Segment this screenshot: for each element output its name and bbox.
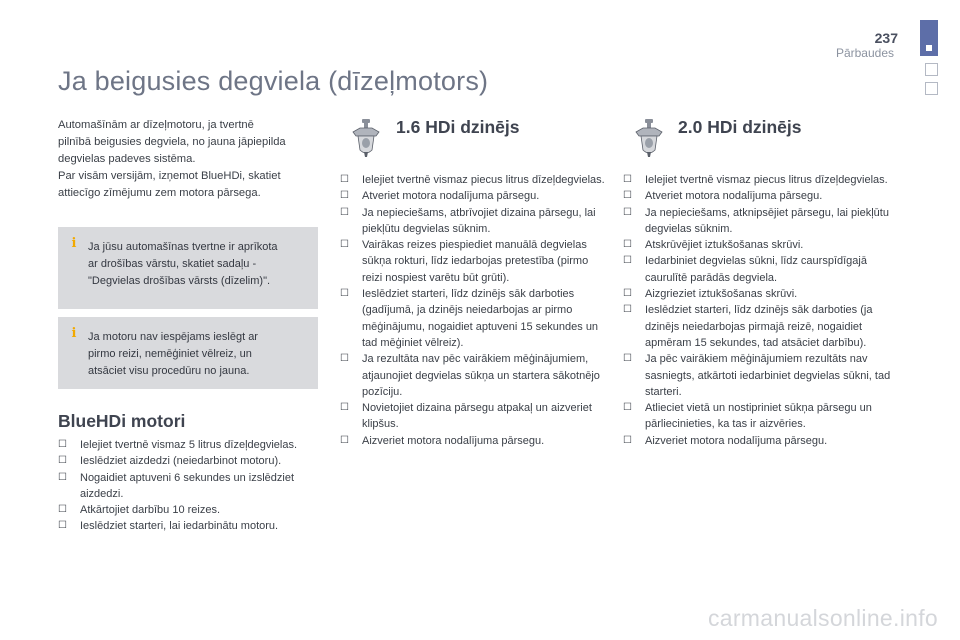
note-line: ar drošības vārstu, skatiet sadaļu -: [88, 258, 257, 270]
step-text: Ieslēdziet starteri, lai iedarbinātu motoru.: [80, 520, 279, 533]
checkbox-bullet-icon: ☐: [340, 174, 349, 185]
engine-20-heading: 2.0 HDi dzinējs: [678, 117, 802, 137]
step-item: [340, 433, 608, 449]
step-text: Atkārtojiet darbību 10 reizes.: [80, 504, 221, 517]
checkbox-bullet-icon: ☐: [58, 504, 67, 516]
page-number: 237: [874, 30, 898, 46]
step-text: Ieslēdziet aizdedzi (neiedarbinot motoru).: [80, 455, 282, 468]
checkbox-bullet-icon: ☐: [340, 434, 349, 446]
section-label: Pārbaudes: [835, 46, 894, 60]
note-line: pirmo reizi, nemēģiniet vēlreiz, un: [88, 348, 252, 360]
fuel-pump-engine-icon: [349, 118, 383, 158]
section-tab[interactable]: [925, 82, 938, 95]
step-item: [58, 518, 318, 534]
step-item: [623, 237, 891, 253]
checkbox-bullet-icon: ☐: [623, 174, 632, 185]
section-tab[interactable]: [925, 63, 938, 76]
checkbox-bullet-icon: ☐: [623, 239, 632, 251]
checkbox-bullet-icon: ☐: [623, 255, 632, 267]
checkbox-bullet-icon: ☐: [623, 434, 632, 446]
step-item: [623, 172, 891, 188]
step-item: [623, 302, 891, 351]
checkbox-bullet-icon: ☐: [340, 206, 349, 218]
step-text: Atskrūvējiet iztukšošanas skrūvi.: [645, 239, 804, 252]
intro-paragraph: [58, 117, 318, 202]
step-text: Aizveriet motora nodalījuma pārsegu.: [362, 434, 545, 447]
note-line: Ja jūsu automašīnas tvertne ir aprīkota: [88, 241, 278, 253]
checkbox-bullet-icon: ☐: [340, 353, 349, 365]
checkbox-bullet-icon: ☐: [340, 288, 349, 300]
checkbox-bullet-icon: ☐: [340, 190, 349, 202]
step-item: [340, 351, 608, 400]
checkbox-bullet-icon: ☐: [623, 353, 632, 365]
engine-16-heading: 1.6 HDi dzinējs: [396, 117, 520, 137]
step-text: Nogaidiet aptuveni 6 sekundes un izslēdziet aizdedzi.: [80, 471, 295, 500]
step-item: [340, 172, 608, 188]
step-text: Ja nepieciešams, atbrīvojiet dizaina pārsegu, lai piekļūtu degvielas sūknim.: [362, 206, 596, 235]
step-item: [623, 286, 891, 302]
checkbox-bullet-icon: ☐: [623, 402, 632, 414]
step-text: Atveriet motora nodalījuma pārsegu.: [645, 190, 823, 203]
intro-line: Automašīnām ar dīzeļmotoru, ja tvertnē: [58, 119, 254, 131]
step-item: [623, 253, 891, 286]
step-item: [623, 351, 891, 400]
checkbox-bullet-icon: ☐: [340, 239, 349, 251]
step-text: Ielejiet tvertnē vismaz piecus litrus dīzeļdegvielas.: [362, 174, 605, 186]
step-text: Iedarbiniet degvielas sūkni, līdz caurspīdīgajā caurulītē parādās degviela.: [645, 255, 867, 284]
step-item: [58, 502, 318, 518]
step-text: Ielejiet tvertnē vismaz 5 litrus dīzeļdegvielas.: [80, 439, 298, 451]
step-text: Atlieciet vietā un nostipriniet sūkņa pārsegu un pārliecinieties, ka tas ir aizvēries.: [645, 402, 872, 431]
checkbox-bullet-icon: ☐: [58, 471, 67, 483]
fuel-pump-engine-icon: [632, 118, 666, 158]
step-text: Aizveriet motora nodalījuma pārsegu.: [645, 434, 828, 447]
step-text: Novietojiet dizaina pārsegu atpakaļ un aizveriet klipšus.: [362, 402, 592, 431]
checkbox-bullet-icon: ☐: [58, 455, 67, 467]
step-text: Atveriet motora nodalījuma pārsegu.: [362, 190, 540, 203]
note-line: atsāciet visu procedūru no jauna.: [88, 365, 250, 377]
step-text: Ja rezultāta nav pēc vairākiem mēģinājumiem, atjaunojiet degvielas sūkņa un startera sākotnējo pozīciju.: [362, 353, 600, 398]
info-icon: i: [71, 236, 77, 251]
checkbox-bullet-icon: ☐: [58, 439, 67, 450]
checkbox-bullet-icon: ☐: [623, 288, 632, 300]
step-item: [340, 188, 608, 204]
intro-line: pilnībā beigusies degviela, no jauna jāpiepilda: [58, 136, 286, 148]
step-item: [340, 400, 608, 433]
step-item: [58, 453, 318, 469]
step-text: Ja nepieciešams, atknipsējiet pārsegu, lai piekļūtu degvielas sūknim.: [645, 206, 889, 235]
engine-20-steps: [623, 172, 891, 449]
intro-line: attiecīgo zīmējumu zem motora pārsega.: [58, 187, 261, 199]
step-text: Aizgrieziet iztukšošanas skrūvi.: [645, 288, 798, 301]
step-item: [623, 205, 891, 238]
step-text: Ielejiet tvertnē vismaz piecus litrus dīzeļdegvielas.: [645, 174, 888, 186]
intro-line: Par visām versijām, izņemot BlueHDi, skatiet: [58, 170, 281, 182]
step-item: [340, 205, 608, 238]
step-text: Ieslēdziet starteri, līdz dzinējs sāk darboties (ja dzinējs neiedarbojas pirmajā reizē, nogaidiet apmēram 15 sekundes, tad atsāciet darbību).: [645, 304, 873, 349]
step-item: [58, 470, 318, 503]
step-item: [623, 188, 891, 204]
info-note: [58, 227, 318, 309]
step-item: [623, 433, 891, 449]
info-note: [58, 317, 318, 389]
engine-16-steps: [340, 172, 608, 449]
note-line: "Degvielas drošības vārsts (dīzelim)".: [88, 275, 271, 287]
watermark: carmanualsonline.info: [707, 605, 938, 631]
step-item: [58, 437, 318, 453]
step-text: Vairākas reizes piespiediet manuālā degvielas sūkņa rokturi, līdz iedarbojas pretestība (pirmo reizi nospiest varētu būt grūti).: [362, 239, 589, 284]
checkbox-bullet-icon: ☐: [623, 304, 632, 316]
step-item: [340, 286, 608, 351]
bluehdi-steps: [58, 437, 318, 535]
intro-line: degvielas padeves sistēma.: [58, 153, 196, 165]
tab-dot: [926, 45, 932, 51]
step-item: [623, 400, 891, 433]
checkbox-bullet-icon: ☐: [58, 520, 67, 532]
checkbox-bullet-icon: ☐: [340, 402, 349, 414]
step-item: [340, 237, 608, 286]
page-title: Ja beigusies degviela (dīzeļmotors): [58, 66, 489, 96]
info-icon: i: [71, 326, 77, 341]
section-tab-active[interactable]: [920, 20, 938, 56]
bluehdi-heading: BlueHDi motori: [58, 411, 186, 431]
step-text: Ieslēdziet starteri, līdz dzinējs sāk darboties (gadījumā, ja dzinējs neiedarbojas ar pirmo mēģinājumu, nogaidiet aptuveni 15 sekundes un tad mēģiniet vēlreiz).: [362, 288, 599, 349]
checkbox-bullet-icon: ☐: [623, 190, 632, 202]
checkbox-bullet-icon: ☐: [623, 206, 632, 218]
note-line: Ja motoru nav iespējams ieslēgt ar: [88, 331, 258, 343]
step-text: Ja pēc vairākiem mēģinājumiem rezultāts nav sasniegts, atkārtoti iedarbiniet degvielas sūkni, tad starteri.: [645, 353, 891, 398]
